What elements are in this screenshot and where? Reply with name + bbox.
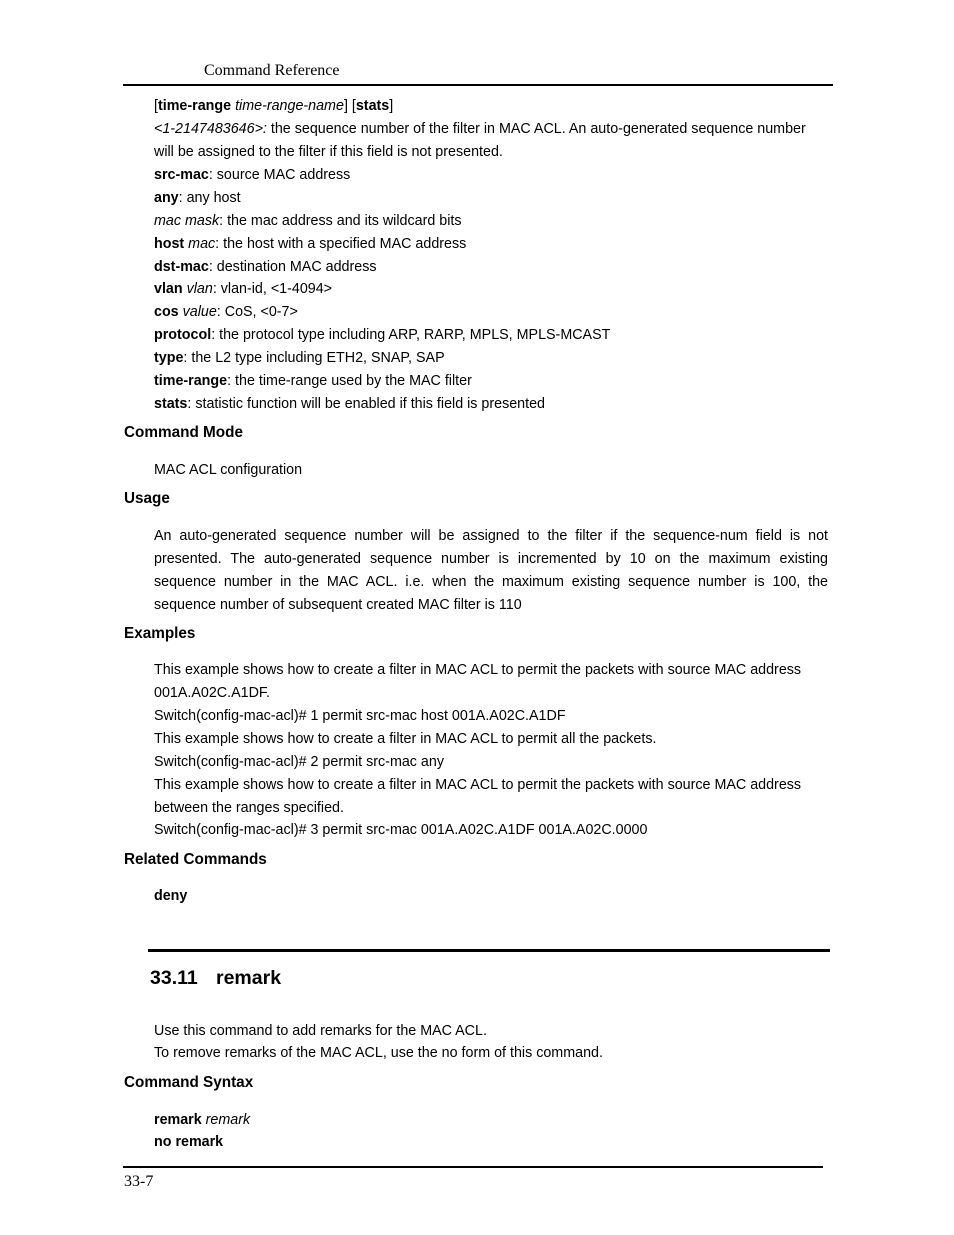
bracket: ] — [389, 98, 394, 114]
syntax-no-remark: no remark — [154, 1134, 224, 1150]
param-key: <1-2147483646>: — [154, 121, 267, 137]
param-key: stats — [154, 396, 188, 412]
param-sequence-number — [154, 118, 828, 164]
param-desc: the sequence number of the filter in MAC ACL. An auto-generated sequence number will be assigned to the filter if this field is not presented. — [154, 121, 806, 160]
param-key: protocol — [154, 327, 212, 343]
page-number: 33-7 — [124, 1173, 154, 1190]
example-command-2: Switch(config-mac-acl)# 2 permit src-mac any — [154, 754, 444, 770]
example-command-3: Switch(config-mac-acl)# 3 permit src-mac 001A.A02C.A1DF 001A.A02C.0000 — [154, 822, 648, 838]
param-desc: : statistic function will be enabled if this field is presented — [187, 396, 546, 412]
example-command-1: Switch(config-mac-acl)# 1 permit src-mac host 001A.A02C.A1DF — [154, 708, 566, 724]
param-arg: mac — [184, 236, 216, 252]
bracket: [ — [154, 98, 158, 114]
param-key: host — [154, 236, 185, 252]
param-desc: : the time-range used by the MAC filter — [227, 373, 472, 389]
param-key: dst-mac — [154, 259, 209, 275]
param-dst-mac — [154, 256, 828, 279]
param-stats — [154, 393, 828, 416]
param-src-mac — [154, 164, 828, 187]
related-commands-heading: Related Commands — [124, 851, 267, 868]
section-name: remark — [216, 967, 282, 989]
param-desc: : the protocol type including ARP, RARP, MPLS, MPLS-MCAST — [211, 327, 611, 343]
param-desc: : vlan-id, <1-4094> — [212, 281, 333, 297]
running-header: Command Reference — [204, 62, 340, 79]
bracket: ] [ — [343, 98, 356, 114]
examples-heading: Examples — [124, 625, 196, 642]
param-desc: : the L2 type including ETH2, SNAP, SAP — [183, 350, 445, 366]
section-title — [150, 965, 281, 991]
command-mode-heading: Command Mode — [124, 424, 243, 441]
param-key: mac mask — [154, 213, 220, 229]
syntax-remark — [154, 1109, 828, 1132]
param-key: src-mac — [154, 167, 209, 183]
syntax-arg: remark — [201, 1112, 251, 1128]
param-any — [154, 187, 828, 210]
param-desc: : the host with a specified MAC address — [215, 236, 467, 252]
header-rule — [123, 84, 833, 86]
usage-heading: Usage — [124, 490, 170, 507]
param-arg: value — [178, 304, 217, 320]
param-desc: : source MAC address — [208, 167, 351, 183]
param-key: cos — [154, 304, 179, 320]
param-key: any — [154, 190, 179, 206]
param-protocol — [154, 324, 828, 347]
param-desc: : any host — [178, 190, 241, 206]
usage-text: An auto-generated sequence number will be assigned to the filter if the sequence-num field is not presented. The auto-generated sequence number is incremented by 10 on the maximum existing sequence number in the MAC ACL. i.e. when the maximum existing sequence number is 100, the sequence number of subsequent created MAC filter is 110 — [154, 528, 828, 613]
example-text-1: This example shows how to create a filter in MAC ACL to permit the packets with source MAC address 001A.A02C.A1DF. — [154, 662, 802, 701]
example-text-2: This example shows how to create a filter in MAC ACL to permit all the packets. — [154, 731, 657, 747]
param-type — [154, 347, 828, 370]
param-key: type — [154, 350, 184, 366]
section-desc-2: To remove remarks of the MAC ACL, use the no form of this command. — [154, 1045, 603, 1061]
param-desc: : the mac address and its wildcard bits — [219, 213, 462, 229]
section-number: 33.11 — [150, 967, 198, 989]
example-text-3: This example shows how to create a filter in MAC ACL to permit the packets with source MAC address between the ranges specified. — [154, 777, 802, 816]
param-time-range — [154, 370, 828, 393]
param-key: vlan — [154, 281, 183, 297]
kw-stats: stats — [355, 98, 390, 114]
syntax-keyword: remark — [154, 1112, 202, 1128]
kw-time-range: time-range — [157, 98, 232, 114]
param-desc: : CoS, <0-7> — [216, 304, 298, 320]
arg-time-range-name: time-range-name — [235, 98, 344, 114]
param-mac-mask — [154, 210, 828, 233]
related-command-deny: deny — [154, 888, 188, 904]
command-mode-text: MAC ACL configuration — [154, 462, 303, 478]
syntax-continuation — [154, 95, 828, 118]
param-arg: vlan — [182, 281, 213, 297]
param-desc: : destination MAC address — [208, 259, 377, 275]
command-syntax-heading: Command Syntax — [124, 1074, 254, 1091]
section-desc-1: Use this command to add remarks for the MAC ACL. — [154, 1023, 487, 1039]
section-rule — [148, 949, 830, 952]
param-cos — [154, 301, 828, 324]
param-vlan — [154, 278, 828, 301]
param-key: time-range — [154, 373, 228, 389]
param-host — [154, 233, 828, 256]
footer-rule — [123, 1166, 823, 1168]
